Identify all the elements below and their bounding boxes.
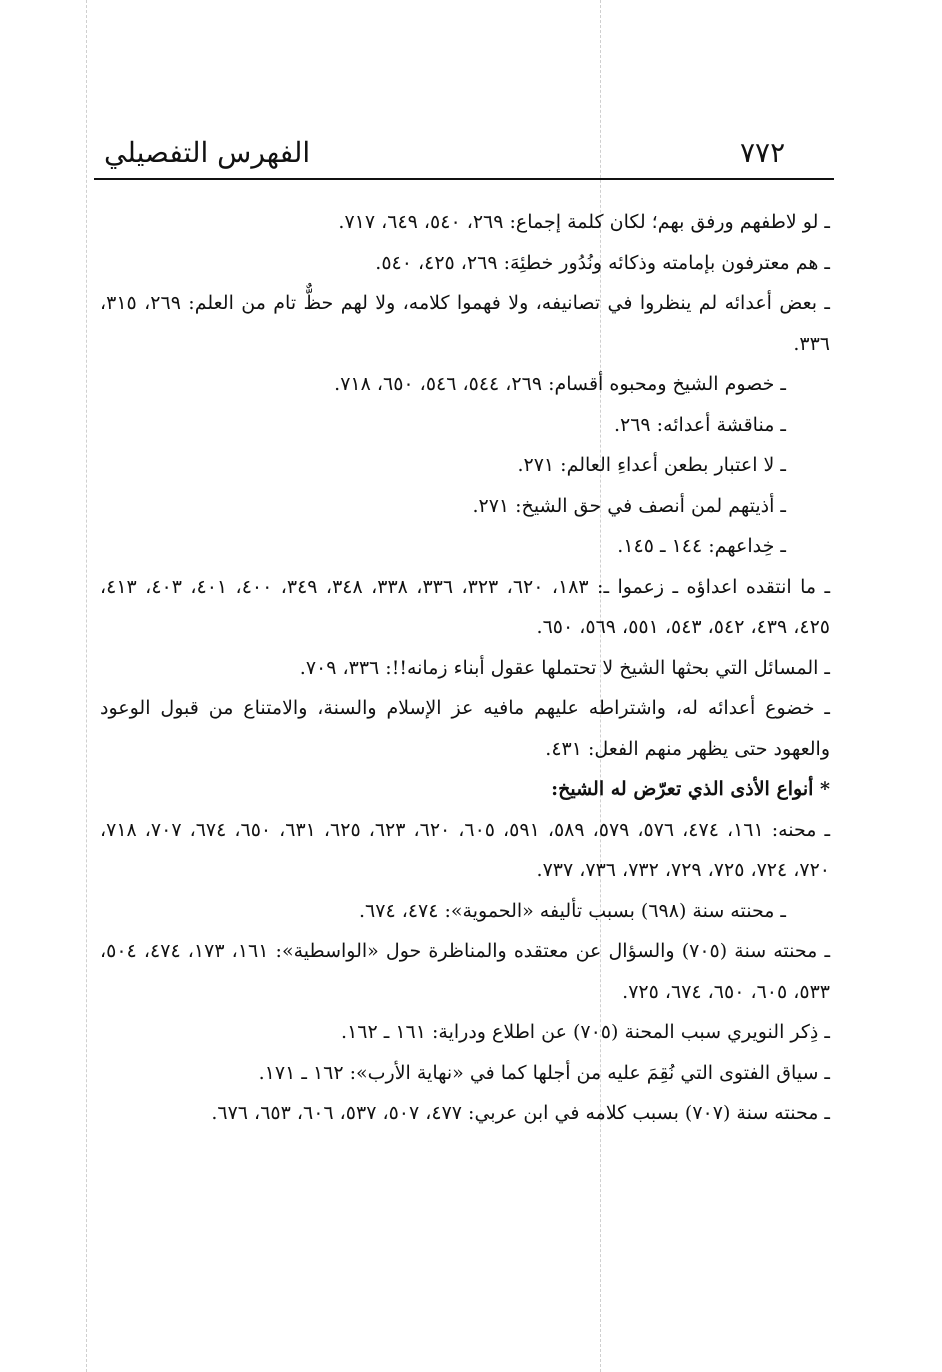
- index-entry: ـ خصوم الشيخ ومحبوه أقسام: ٢٦٩، ٥٤٤، ٥٤٦، ٦٥٠، ٧١٨.: [334, 373, 786, 395]
- index-entry: ـ محنته سنة (٦٩٨) بسبب تأليفه «الحموية»: ٤٧٤، ٦٧٤.: [359, 899, 786, 922]
- index-entry: ـ ذِكر النويري سبب المحنة (٧٠٥) عن اطلاع ودراية: ١٦١ ـ ١٦٢.: [341, 1021, 830, 1043]
- index-entry: ـ خِداعهم: ١٤٤ ـ ١٤٥.: [617, 535, 786, 557]
- page-number: ٧٧٢: [740, 136, 786, 169]
- index-entry: ـ المسائل التي بحثها الشيخ لا تحتملها عقول أبناء زمانه!!: ٣٣٦، ٧٠٩.: [299, 656, 830, 679]
- index-entry: ـ لو لاطفهم ورفق بهم؛ لكان كلمة إجماع: ٢٦٩، ٥٤٠، ٦٤٩، ٧١٧.: [338, 211, 830, 233]
- index-entry: ـ محنته سنة (٧٠٧) بسبب كلامه في ابن عربي: ٤٧٧، ٥٠٧، ٥٣٧، ٦٠٦، ٦٥٣، ٦٧٦.: [211, 1102, 830, 1124]
- index-entry: ـ محنته سنة (٧٠٥) والسؤال عن معتقده والمناظرة حول «الواسطية»: ١٦١، ١٧٣، ٤٧٤، ٥٠٤، ٥٣٣، ٦٠٥، ٦٥٠، ٦٧٤، ٧٢٥.: [100, 940, 831, 1003]
- page-header-title: الفهرس التفصيلي: [104, 136, 311, 169]
- index-entry: ـ هم معترفون بإمامته وذكائه ونُدُور خطئِهَ: ٢٦٩، ٤٢٥، ٥٤٠.: [375, 251, 830, 274]
- index-entry: ـ أذيتهم لمن أنصف في حق الشيخ: ٢٧١.: [472, 494, 786, 517]
- index-entry: ـ مناقشة أعدائه: ٢٦٩.: [613, 413, 786, 436]
- index-entry: ـ لا اعتبار بطعن أعداءِ العالم: ٢٧١.: [517, 454, 786, 476]
- index-entry: ـ ما انتقده اعداؤه ـ زعموا ـ: ١٨٣، ٦٢٠، ٣٢٣، ٣٣٦، ٣٣٨، ٣٤٨، ٣٤٩، ٤٠٠، ٤٠١، ٤٠٣، ٤١٣، ٤٢٥، ٤٣٩، ٥٤٢، ٥٤٣، ٥٥١، ٥٦٩، ٦٥٠.: [100, 575, 831, 638]
- scan-fold-line: [86, 0, 87, 1372]
- header-rule: [94, 178, 834, 180]
- index-entry: ـ محنه: ١٦١، ٤٧٤، ٥٧٦، ٥٧٩، ٥٨٩، ٥٩١، ٦٠٥، ٦٢٠، ٦٢٣، ٦٢٥، ٦٣١، ٦٥٠، ٦٧٤، ٧٠٧، ٧١٨، ٧٢٠، ٧٢٤، ٧٢٥، ٧٢٩، ٧٣٢، ٧٣٦، ٧٣٧.: [100, 818, 831, 881]
- index-entry: ـ بعض أعدائه لم ينظروا في تصانيفه، ولا فهموا كلامه، ولا لهم حظٌّ تام من العلم: ٢٦٩، ٣١٥، ٣٣٦.: [100, 292, 830, 355]
- index-entry: ـ سياق الفتوى التي نُقِمَ عليه من أجلها كما في «نهاية الأرب»: ١٦٢ ـ ١٧١.: [258, 1061, 830, 1084]
- section-heading: * أنواع الأذى الذي تعرّض له الشيخ:: [551, 778, 830, 800]
- index-content: [100, 202, 830, 1134]
- index-entry: ـ خضوع أعدائه له، واشتراطه عليهم مافيه عز الإسلام والسنة، والامتناع من قبول الوعود والعهود حتى يظهر منهم الفعل: ٤٣١.: [100, 697, 830, 760]
